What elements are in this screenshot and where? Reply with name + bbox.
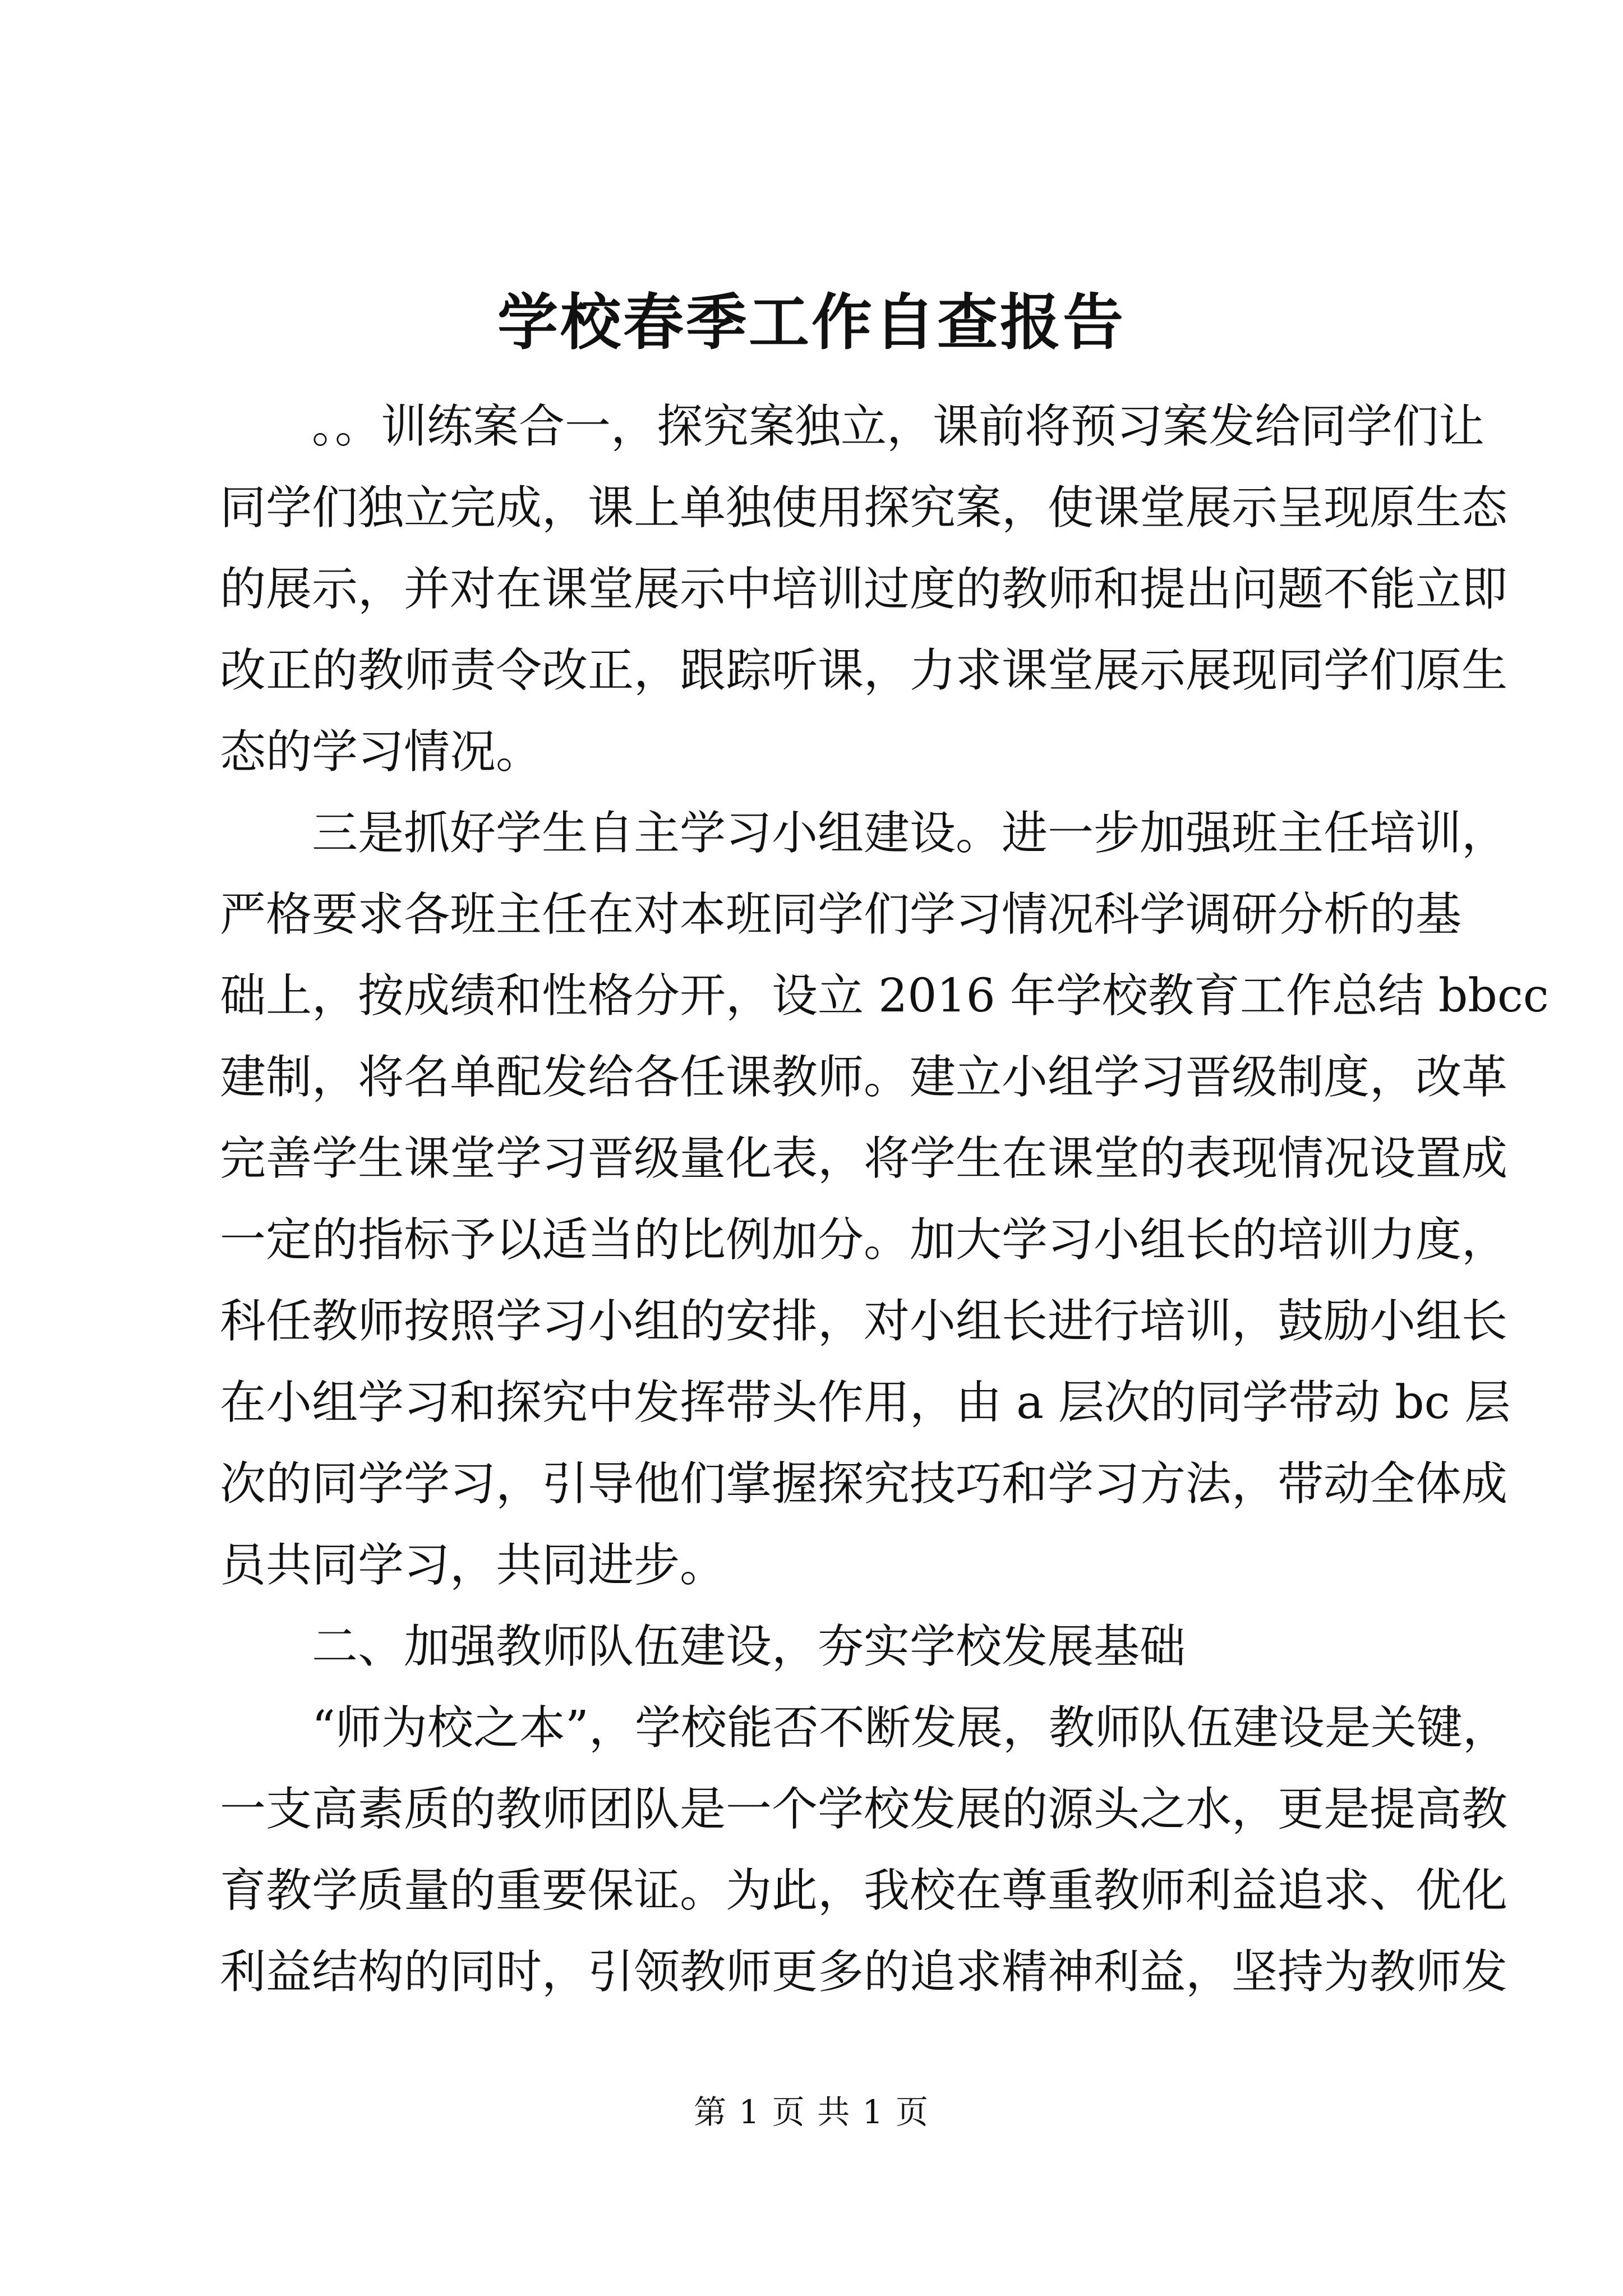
document-title: 学校春季工作自查报告: [497, 287, 1126, 358]
body-line: “师为校之本”，学校能否不断发展，教师队伍建设是关键，: [312, 1701, 1509, 1755]
body-line: 。。训练案合一，探究案独立，课前将预习案发给同学们让: [312, 400, 1485, 453]
section-heading: 二、加强教师队伍建设，夯实学校发展基础: [312, 1620, 1186, 1673]
body-line: 三是抓好学生自主学习小组建设。进一步加强班主任培训，: [312, 807, 1508, 860]
body-line: 在小组学习和探究中发挥带头作用，由 a 层次的同学带动 bc 层: [220, 1376, 1511, 1429]
body-line: 次的同学学习，引导他们掌握探究技巧和学习方法，带动全体成: [220, 1457, 1508, 1511]
body-line: 严格要求各班主任在对本班同学们学习情况科学调研分析的基: [220, 888, 1462, 941]
body-line: 完善学生课堂学习晋级量化表，将学生在课堂的表现情况设置成: [220, 1132, 1508, 1185]
body-line: 一支高素质的教师团队是一个学校发展的源头之水，更是提高教: [220, 1783, 1508, 1836]
body-line: 础上，按成绩和性格分开，设立 2016 年学校教育工作总结 bbcc: [220, 969, 1549, 1023]
body-line: 态的学习情况。: [220, 725, 542, 779]
page-footer: 第 1 页 共 1 页: [694, 2093, 929, 2131]
body-line: 建制，将名单配发给各任课教师。建立小组学习晋级制度，改革: [220, 1051, 1508, 1104]
body-line: 利益结构的同时，引领教师更多的追求精神利益，坚持为教师发: [220, 1945, 1508, 1999]
body-line: 一定的指标予以适当的比例加分。加大学习小组长的培训力度，: [220, 1213, 1508, 1267]
document-body: [220, 386, 1549, 2013]
body-line: 同学们独立完成，课上单独使用探究案，使课堂展示呈现原生态: [220, 481, 1508, 535]
body-line: 科任教师按照学习小组的安排，对小组长进行培训，鼓励小组长: [220, 1295, 1508, 1348]
body-line: 改正的教师责令改正，跟踪听课，力求课堂展示展现同学们原生: [220, 644, 1508, 697]
body-line: 的展示，并对在课堂展示中培训过度的教师和提出问题不能立即: [220, 563, 1508, 616]
body-line: 员共同学习，共同进步。: [220, 1539, 726, 1592]
body-line: 育教学质量的重要保证。为此，我校在尊重教师利益追求、优化: [220, 1864, 1508, 1917]
